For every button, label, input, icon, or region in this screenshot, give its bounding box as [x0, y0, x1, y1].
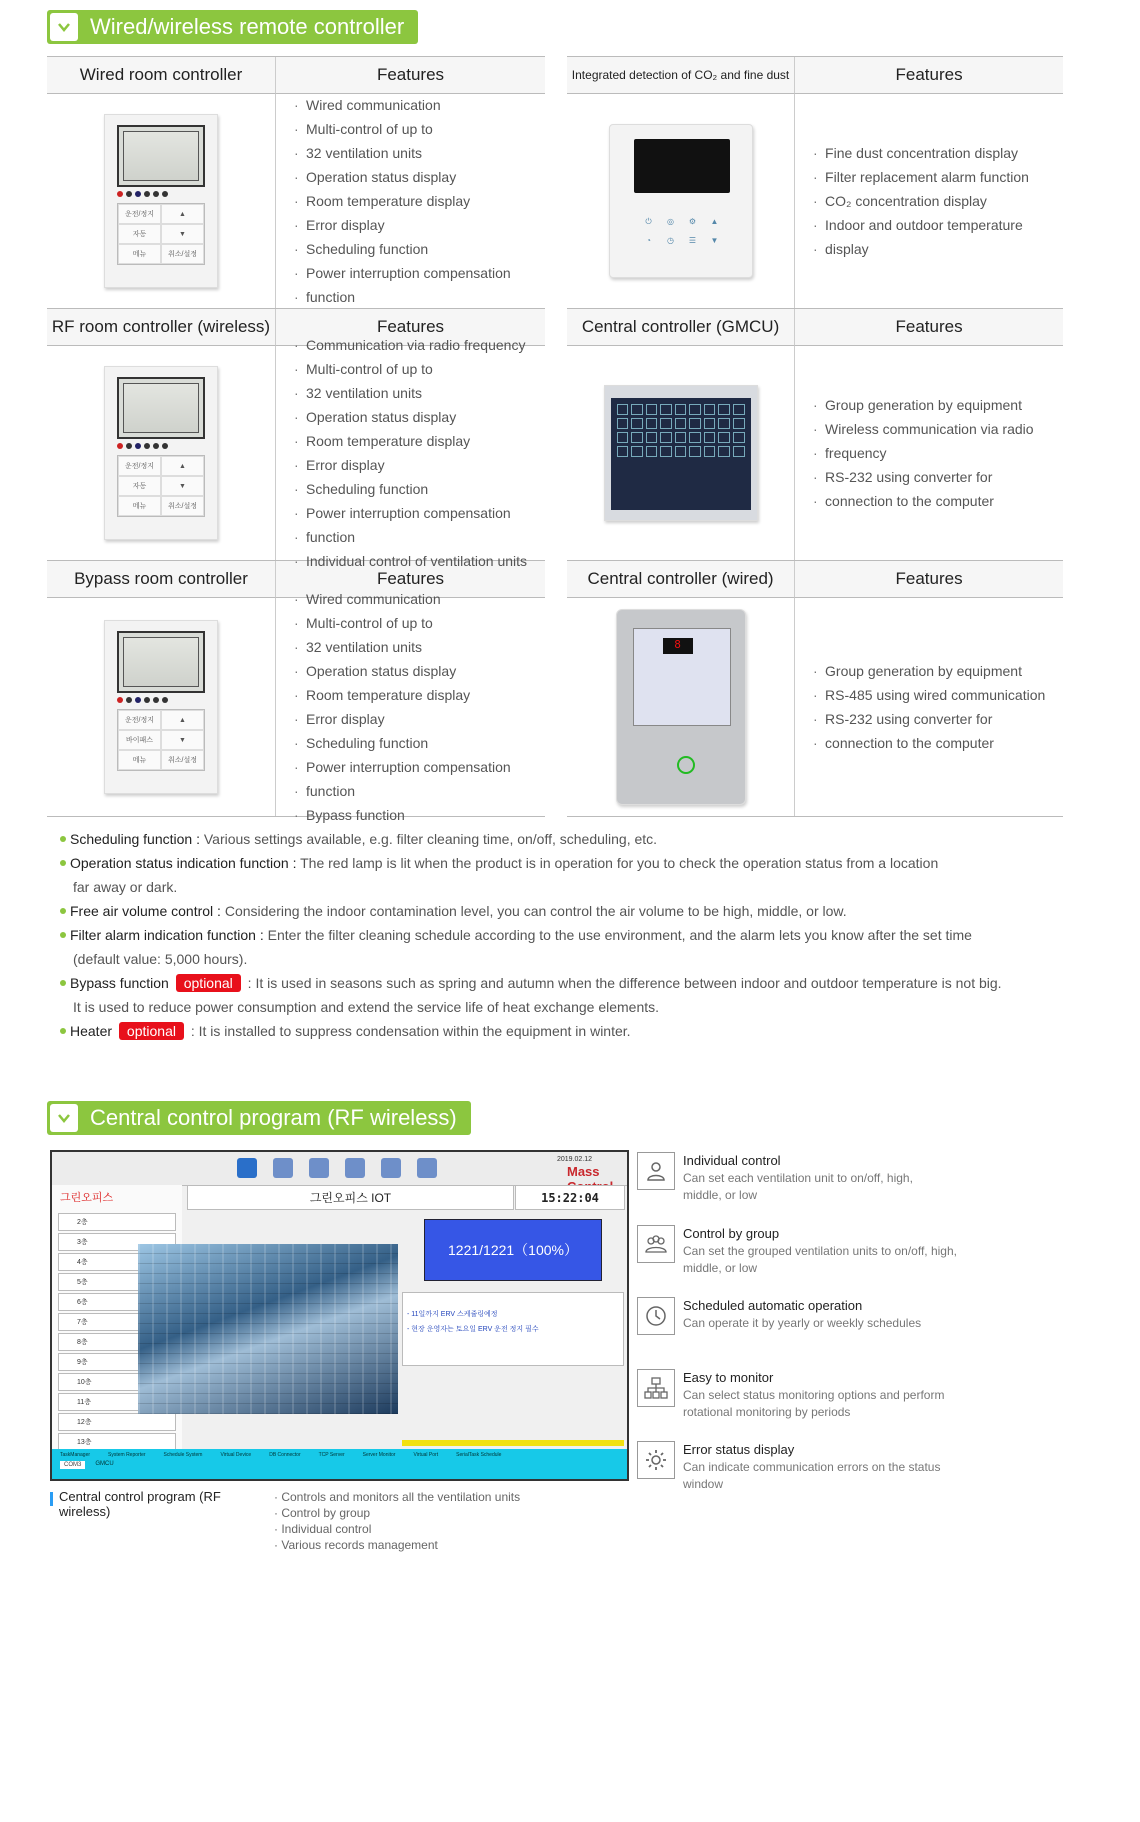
- building-photo: [138, 1244, 398, 1414]
- feature-item: · 32 ventilation units: [294, 141, 545, 165]
- program-header: 그린오피스 IOT: [187, 1185, 514, 1210]
- message-item: - 현장 운영자는 토요일 ERV 운전 정지 필수: [407, 1326, 539, 1333]
- program-date: 2019.02.12: [557, 1156, 593, 1163]
- feature-item: · Scheduling function: [294, 477, 545, 501]
- message-panel: [402, 1292, 624, 1366]
- feature-list: [294, 93, 545, 309]
- status-item: TCP Server: [318, 1452, 345, 1458]
- feature-item: · display: [813, 237, 1063, 261]
- home-icon[interactable]: [237, 1158, 257, 1178]
- table-row: [47, 561, 545, 823]
- person-icon: [637, 1152, 675, 1190]
- group-icon: [637, 1225, 675, 1263]
- feature-item: · Individual control of ventilation units: [294, 549, 545, 573]
- monitor-tree-icon: [637, 1369, 675, 1407]
- floor-item[interactable]: 6층: [58, 1293, 176, 1311]
- table-row: [567, 57, 1063, 309]
- status-item: TaskManager: [60, 1452, 91, 1458]
- table-row: [47, 309, 545, 569]
- program-logo: Mass: [567, 1164, 600, 1179]
- caption-item: · Control by group: [274, 1506, 371, 1520]
- floor-item[interactable]: 7층: [58, 1313, 176, 1331]
- caption-label: Central control program (RF wireless): [59, 1489, 221, 1519]
- program-screenshot: [50, 1150, 629, 1481]
- feature-item: · Error display: [294, 707, 545, 731]
- status-item: System Reporter: [108, 1452, 146, 1458]
- floor-item[interactable]: 5층: [58, 1273, 176, 1291]
- note-item: Free air volume control : Considering the indoor contamination level, you can control the air volume to be high, middle, or low.: [60, 899, 1090, 923]
- co2-dust-controller-image: ⏻ ◎ ⚙ ▲ ◔ ◷ ☰ ▼: [567, 94, 795, 308]
- feature-item: · Fine dust concentration display: [813, 141, 1063, 165]
- section-title-remote: [47, 10, 418, 44]
- feature-item: · Group generation by equipment: [813, 659, 1063, 683]
- floor-item[interactable]: 9층: [58, 1353, 176, 1371]
- feature-item: · Multi-control of up to: [294, 357, 545, 381]
- controller-table-left: [47, 56, 545, 823]
- controller-name: RF room controller (wireless): [47, 309, 276, 346]
- gmcu-controller-image: [567, 346, 795, 560]
- note-item: Operation status indication function : The red lamp is lit when the product is in operation for you to check the operation status from a location far away or dark.: [60, 851, 1090, 899]
- rf-room-controller-image: 운전/정지 ▲ 자동 ▼ 메뉴 취소/설정: [47, 346, 276, 560]
- site-name: 그린오피스: [60, 1192, 114, 1204]
- floor-item[interactable]: 2층: [58, 1213, 176, 1231]
- feature-item: · RS-232 using converter for: [813, 707, 1063, 731]
- network-icon[interactable]: [309, 1158, 329, 1178]
- status-item: Virtual Port: [413, 1452, 439, 1458]
- grid-icon[interactable]: [345, 1158, 365, 1178]
- table-row: [567, 561, 1063, 817]
- feature-list: [294, 333, 545, 573]
- feature-item: · RS-232 using converter for: [813, 465, 1063, 489]
- feature-item: · Bypass function: [294, 803, 545, 827]
- features-header: Features: [795, 57, 1063, 94]
- features-header: Features: [795, 561, 1063, 598]
- chevron-down-icon: [50, 1104, 78, 1132]
- floor-item[interactable]: 3층: [58, 1233, 176, 1251]
- floor-item[interactable]: 11층: [58, 1393, 176, 1411]
- feature-item: · RS-485 using wired communication: [813, 683, 1063, 707]
- status-item: Schedule System: [163, 1452, 203, 1458]
- section-title-program: [47, 1101, 471, 1135]
- com-port-button[interactable]: COM3: [60, 1461, 85, 1469]
- progress-strip: [402, 1440, 624, 1446]
- feature-item: · Filter replacement alarm function: [813, 165, 1063, 189]
- note-item: Heater optional : It is installed to suppress condensation within the equipment in winter.: [60, 1019, 1090, 1043]
- feature-item: · Error display: [294, 453, 545, 477]
- feature-item: · Room temperature display: [294, 189, 545, 213]
- feature-item: · Power interruption compensation: [294, 261, 545, 285]
- feature-easy-monitor: Easy to monitor Can select status monitoring options and perform rotational monitoring by periods: [637, 1369, 967, 1421]
- feature-item: · Scheduling function: [294, 237, 545, 261]
- feature-item: · Room temperature display: [294, 683, 545, 707]
- wired-room-controller-image: 운전/정지 ▲ 자동 ▼ 메뉴 취소/설정: [47, 94, 276, 308]
- feature-item: · frequency: [813, 441, 1063, 465]
- optional-badge: optional: [176, 974, 241, 992]
- status-item: Virtual Device: [220, 1452, 252, 1458]
- controller-name: Central controller (wired): [567, 561, 795, 598]
- bypass-room-controller-image: 운전/정지 ▲ 바이패스 ▼ 메뉴 취소/설정: [47, 598, 276, 816]
- menu-icon[interactable]: [273, 1158, 293, 1178]
- feature-item: · Group generation by equipment: [813, 393, 1063, 417]
- feature-error-status: Error status display Can indicate communication errors on the status window: [637, 1441, 967, 1493]
- note-item: Scheduling function : Various settings available, e.g. filter cleaning time, on/off, scheduling, etc.: [60, 827, 1090, 851]
- controller-name: Central controller (GMCU): [567, 309, 795, 346]
- status-bar: [52, 1449, 627, 1479]
- feature-item: · Wired communication: [294, 587, 545, 611]
- feature-item: · Communication via radio frequency: [294, 333, 545, 357]
- section-title-text: Wired/wireless remote controller: [90, 14, 405, 39]
- report-icon[interactable]: [381, 1158, 401, 1178]
- features-header: Features: [795, 309, 1063, 346]
- feature-list: [813, 141, 1063, 261]
- feature-item: · 32 ventilation units: [294, 635, 545, 659]
- controller-table-right: [567, 56, 1063, 817]
- caption-item: · Various records management: [274, 1538, 438, 1552]
- clock-icon: [637, 1297, 675, 1335]
- feature-item: · Wireless communication via radio: [813, 417, 1063, 441]
- feature-item: · function: [294, 285, 545, 309]
- gear-icon: [637, 1441, 675, 1479]
- feature-item: · CO₂ concentration display: [813, 189, 1063, 213]
- features-header: Features: [276, 309, 545, 346]
- program-toolbar: [52, 1152, 627, 1186]
- floor-item[interactable]: 13층: [58, 1433, 176, 1451]
- feature-item: · Power interruption compensation: [294, 501, 545, 525]
- status-item: DB Connector: [269, 1452, 301, 1458]
- feature-list: [294, 587, 545, 827]
- note-item: Bypass function optional : It is used in seasons such as spring and autumn when the difference between indoor and outdoor temperature is not big. It is used to reduce power consumption and extend the service life of heat exchange elements.: [60, 971, 1090, 1019]
- caption-list: [274, 1489, 520, 1553]
- feature-item: · Scheduling function: [294, 731, 545, 755]
- section-title-text: Central control program (RF wireless): [90, 1105, 457, 1130]
- program-clock: 15:22:04: [515, 1185, 625, 1210]
- display-icon[interactable]: [417, 1158, 437, 1178]
- feature-item: · function: [294, 779, 545, 803]
- feature-item: · connection to the computer: [813, 489, 1063, 513]
- message-item: - 11일까지 ERV 스케쥴링예정: [407, 1311, 498, 1318]
- feature-item: · Operation status display: [294, 405, 545, 429]
- feature-item: · Error display: [294, 213, 545, 237]
- gmcu-label: GMCU: [95, 1461, 114, 1467]
- note-item: Filter alarm indication function : Enter the filter cleaning schedule according to the use environment, and the alarm lets you know after the set time (default value: 5,000 hours).: [60, 923, 1090, 971]
- feature-item: · Power interruption compensation: [294, 755, 545, 779]
- function-notes: [60, 827, 1090, 1043]
- feature-group-control: Control by group Can set the grouped ventilation units to on/off, high, middle, or low: [637, 1225, 967, 1277]
- chevron-down-icon: [50, 13, 78, 41]
- status-item: SerialTask Schedule: [456, 1452, 502, 1458]
- feature-list: [813, 659, 1063, 755]
- feature-list: [813, 393, 1063, 513]
- features-header: Features: [276, 57, 545, 94]
- program-caption: [50, 1489, 520, 1553]
- status-item: Server Monitor: [362, 1452, 396, 1458]
- feature-item: · function: [294, 525, 545, 549]
- table-row: [567, 309, 1063, 561]
- floor-item[interactable]: 8층: [58, 1333, 176, 1351]
- feature-item: · Wired communication: [294, 93, 545, 117]
- floor-item[interactable]: 12층: [58, 1413, 176, 1431]
- controller-name: Integrated detection of CO₂ and fine dust: [567, 57, 795, 94]
- feature-individual-control: Individual control Can set each ventilation unit to on/off, high, middle, or low: [637, 1152, 967, 1204]
- unit-counter: 1221/1221（100%）: [424, 1219, 602, 1281]
- floor-item[interactable]: 10층: [58, 1373, 176, 1391]
- feature-item: · Operation status display: [294, 659, 545, 683]
- floor-item[interactable]: 4층: [58, 1253, 176, 1271]
- table-row: [47, 57, 545, 309]
- controller-name: Bypass room controller: [47, 561, 276, 598]
- optional-badge: optional: [119, 1022, 184, 1040]
- feature-item: · Multi-control of up to: [294, 117, 545, 141]
- caption-item: · Individual control: [274, 1522, 372, 1536]
- features-header: Features: [276, 561, 545, 598]
- wired-central-controller-image: 8: [567, 598, 795, 816]
- caption-item: · Controls and monitors all the ventilation units: [274, 1490, 521, 1504]
- feature-item: · Multi-control of up to: [294, 611, 545, 635]
- feature-scheduled-operation: Scheduled automatic operation Can operate it by yearly or weekly schedules: [637, 1297, 967, 1335]
- feature-item: · Indoor and outdoor temperature: [813, 213, 1063, 237]
- feature-item: · connection to the computer: [813, 731, 1063, 755]
- controller-name: Wired room controller: [47, 57, 276, 94]
- feature-item: · 32 ventilation units: [294, 381, 545, 405]
- feature-item: · Operation status display: [294, 165, 545, 189]
- feature-item: · Room temperature display: [294, 429, 545, 453]
